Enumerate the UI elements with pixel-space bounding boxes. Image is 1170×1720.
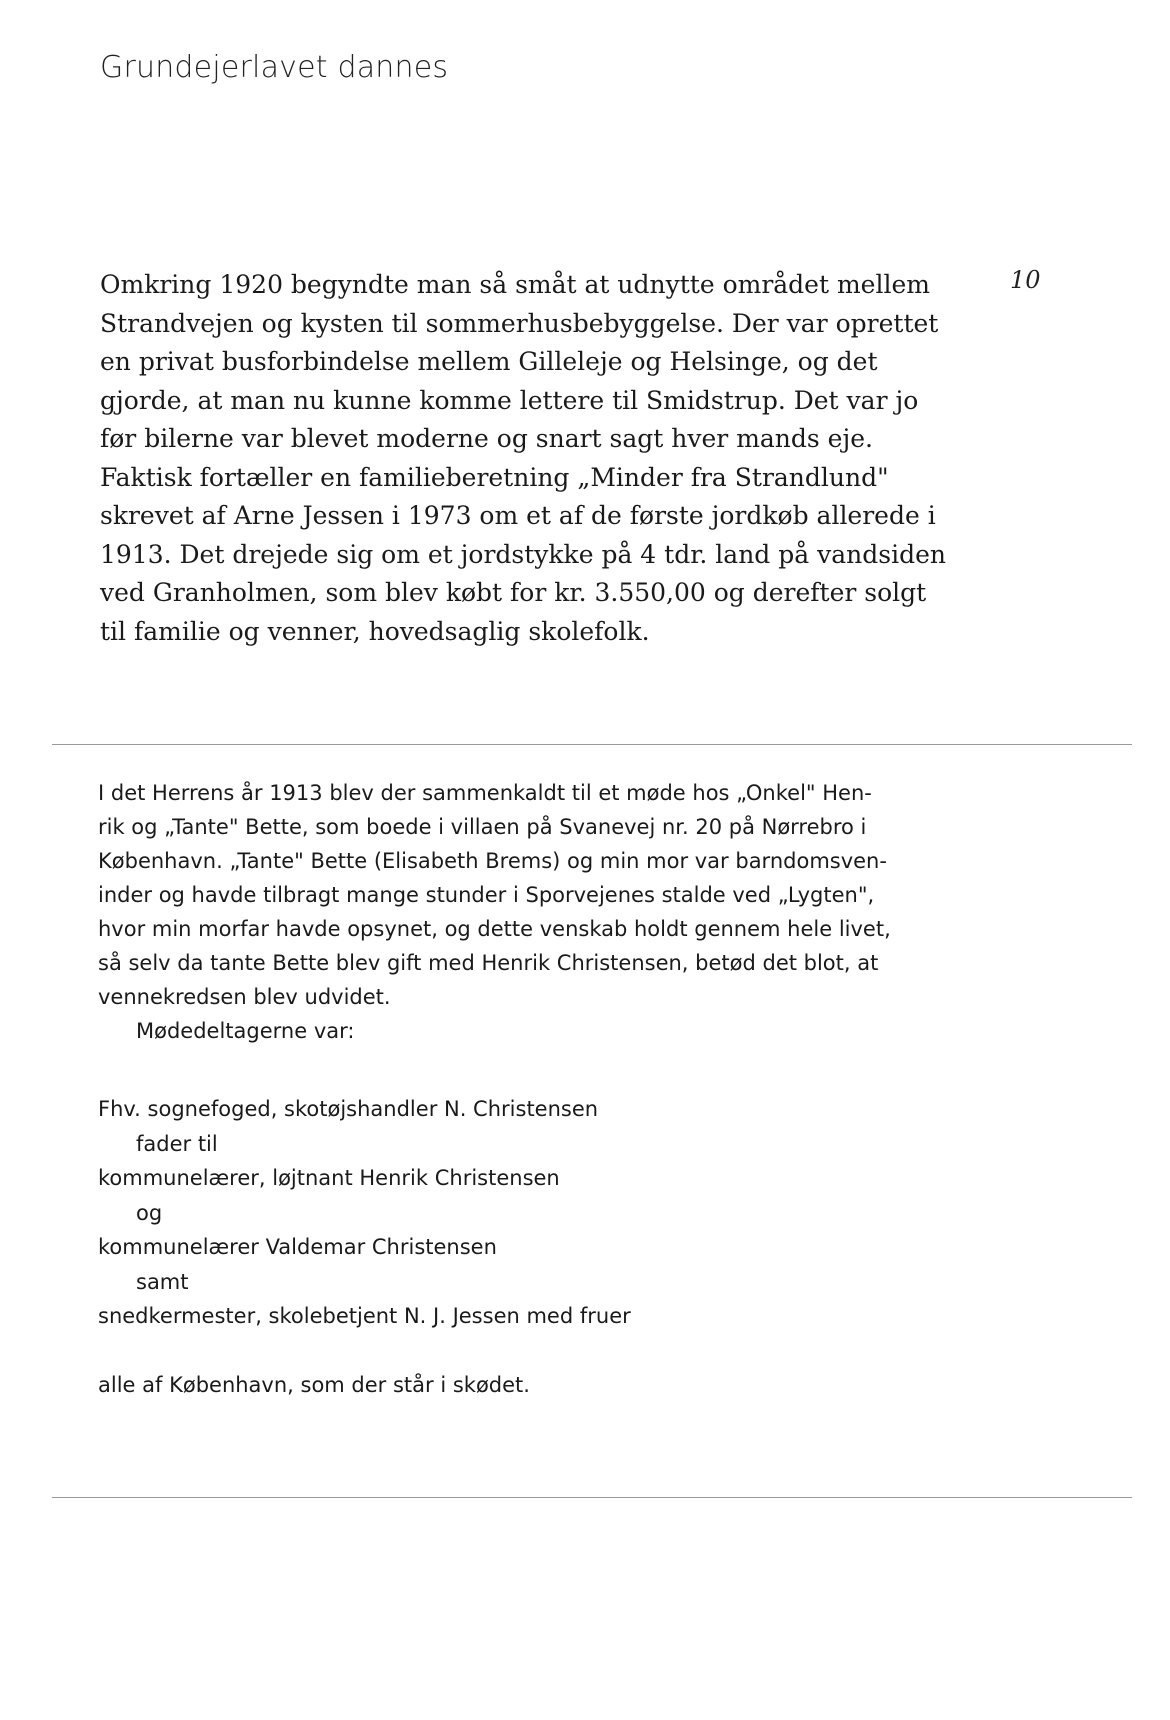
quote-line: så selv da tante Bette blev gift med Henrik Christensen, betød det blot, at [98,951,879,975]
quote-block [98,776,998,1048]
quote-line: I det Herrens år 1913 blev der sammenkaldt til et møde hos „Onkel" Hen- [98,781,872,805]
quote-line: vennekredsen blev udvidet. [98,985,391,1009]
participant-line: snedkermester, skolebetjent N. J. Jessen med fruer [98,1304,631,1328]
participant-line: kommunelærer Valdemar Christensen [98,1235,497,1259]
quote-line: København. „Tante" Bette (Elisabeth Brems) og min mor var barndomsven- [98,849,887,873]
paragraph-line: ved Granholmen, som blev købt for kr. 3.550,00 og derefter solgt [100,578,927,607]
connector-line: samt [136,1269,189,1294]
main-paragraph [100,266,1000,651]
closing-line: alle af København, som der står i skødet. [98,1373,530,1397]
paragraph-line: Faktisk fortæller en familieberetning „Minder fra Strandlund" [100,462,889,492]
paragraph-line: skrevet af Arne Jessen i 1973 om et af de første jordkøb allerede i [100,501,936,530]
paragraph-line: en privat busforbindelse mellem Gilleleje og Helsinge, og det [100,347,878,376]
participants-list [98,1092,998,1334]
bottom-divider [52,1497,1132,1498]
participant-line: Fhv. sognefoged, skotøjshandler N. Christensen [98,1097,599,1121]
top-divider [52,744,1132,745]
participant-line: kommunelærer, løjtnant Henrik Christensen [98,1166,560,1190]
quote-line: inder og havde tilbragt mange stunder i Sporvejenes stalde ved „Lygten", [98,883,875,907]
page-number: 10 [1010,266,1041,294]
paragraph-line: Omkring 1920 begyndte man så småt at udnytte området mellem [100,270,930,299]
participants-intro: Mødedeltagerne var: [136,1019,355,1043]
quote-line: rik og „Tante" Bette, som boede i villaen på Svanevej nr. 20 på Nørrebro i [98,815,867,839]
paragraph-line: til familie og venner, hovedsaglig skolefolk. [100,616,650,646]
page-title: Grundejerlavet dannes [100,50,449,85]
paragraph-line: gjorde, at man nu kunne komme lettere til Smidstrup. Det var jo [100,385,919,415]
connector-line: fader til [136,1131,218,1156]
paragraph-line: før bilerne var blevet moderne og snart sagt hver mands eje. [100,424,873,453]
quote-line: hvor min morfar havde opsynet, og dette venskab holdt gennem hele livet, [98,917,891,941]
paragraph-line: Strandvejen og kysten til sommerhusbebyggelse. Der var oprettet [100,308,939,338]
connector-line: og [136,1200,163,1225]
paragraph-line: 1913. Det drejede sig om et jordstykke på 4 tdr. land på vandsiden [100,539,946,569]
